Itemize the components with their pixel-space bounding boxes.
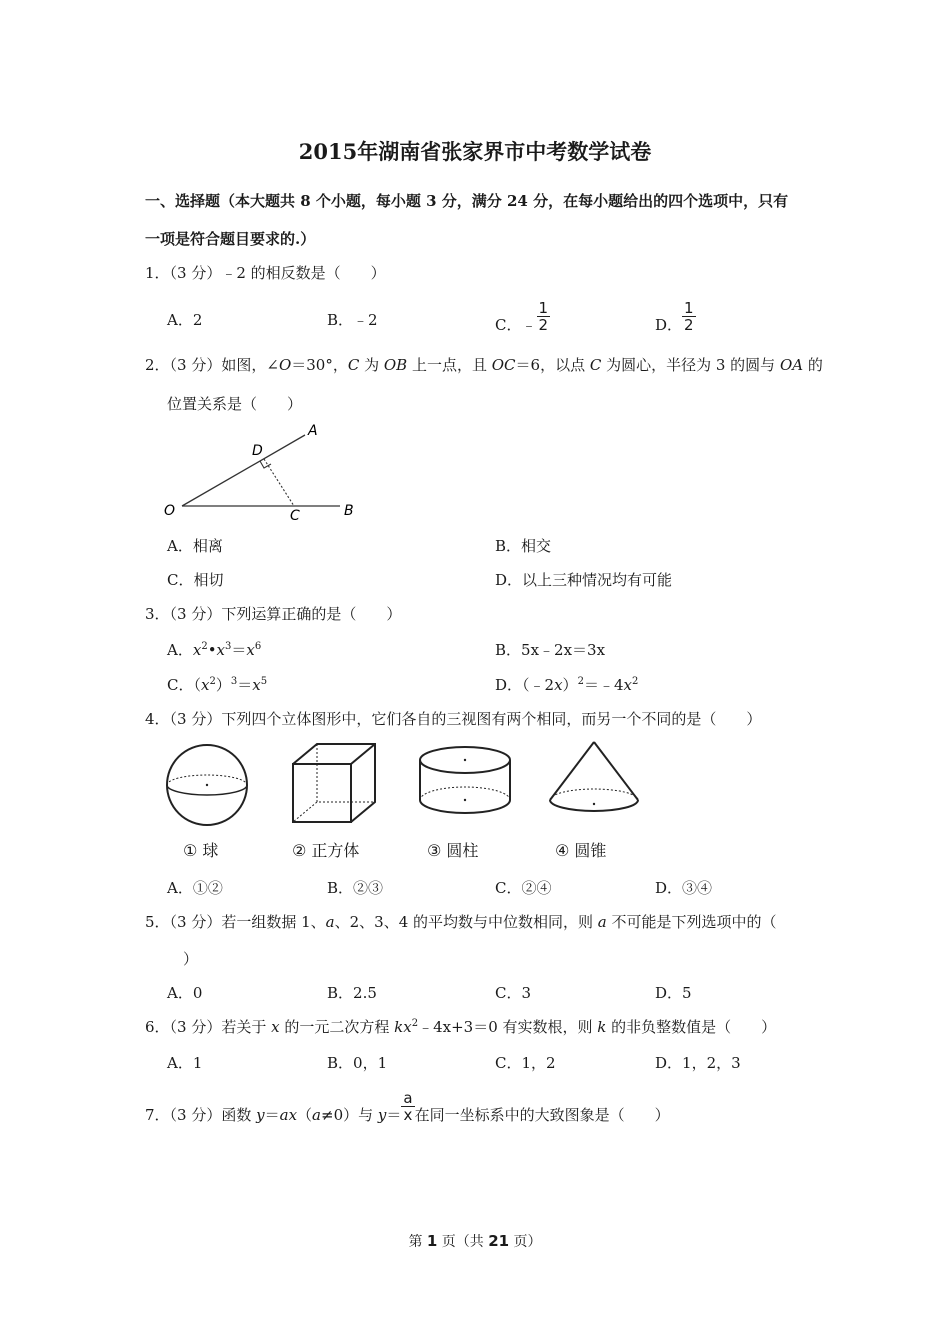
q2-figure (160, 415, 370, 525)
page-total: 21 (488, 1232, 510, 1250)
q6-option-d: D．1，2，3 (655, 1054, 741, 1072)
page-title: 2015年湖南省张家界市中考数学试卷 (298, 139, 652, 164)
page-footer (0, 1231, 950, 1251)
q5-text: 5．（3 分）若一组数据 1、 (145, 913, 326, 931)
cone-shape (550, 742, 638, 811)
q4-option-c: C．②④ (495, 879, 552, 897)
shape-label-cone: ④ 圆锥 (555, 841, 607, 860)
footer-text: 页） (509, 1234, 542, 1250)
fraction-numerator: a (403, 1089, 413, 1107)
label-o: O (164, 503, 176, 519)
q1-option-c-label: C． (495, 315, 522, 334)
q1-option-d (655, 300, 696, 333)
q2-text: 为 (359, 356, 384, 374)
q2-text: 为圆心，半径为 3 的圆与 (601, 356, 780, 374)
q7-text: 在同一坐标系中的大致图象是（ ） (414, 1105, 670, 1124)
shape-label-cube: ② 正方体 (292, 841, 360, 860)
question-5 (145, 911, 777, 932)
q3-option-c: C．$(x^2)^3=x^5$ (167, 676, 268, 694)
q2-option-c: C．相切 (167, 571, 224, 589)
q1-option-c (495, 300, 550, 333)
label-c: C (290, 508, 300, 524)
q6-text: 的一元二次方程 (279, 1018, 395, 1036)
label-a: A (308, 423, 318, 439)
q7-fraction (401, 1090, 414, 1123)
q1-option-d-label: D． (655, 315, 683, 334)
q4-option-b: B．②③ (327, 879, 384, 897)
q2-text: 的 (803, 356, 823, 374)
q5-option-d: D．5 (655, 984, 692, 1002)
q2-var-ob: OB (383, 356, 408, 374)
q2-var-oa: OA (779, 356, 804, 374)
cube-shape (293, 744, 375, 822)
fraction-numerator: 1 (538, 299, 549, 317)
question-1: 1．（3 分）﹣2 的相反数是（ ） (145, 264, 386, 282)
q6-text: ﹣4x+3＝0 有实数根，则 (418, 1018, 598, 1036)
option-label: C． (167, 676, 194, 694)
option-label: D． (495, 676, 523, 694)
q7-text: ＝ (386, 1105, 402, 1124)
q6-option-c: C．1，2 (495, 1054, 556, 1072)
q6-var-k: k (597, 1018, 607, 1036)
q3-option-b: B．5x﹣2x＝3x (495, 641, 606, 659)
q5-option-c: C．3 (495, 984, 532, 1002)
question-4: 4．（3 分）下列四个立体图形中，它们各自的三视图有两个相同，而另一个不同的是（ ） (145, 710, 762, 728)
fraction-denominator: 2 (684, 316, 694, 334)
sphere-shape (167, 745, 247, 825)
q2-option-d: D．以上三种情况均有可能 (495, 571, 673, 589)
q5-option-b: B．2.5 (327, 984, 377, 1002)
cylinder-shape (420, 747, 510, 813)
page-number: 1 (426, 1232, 438, 1250)
q5-var-a: a (325, 913, 335, 931)
q2-text: ＝30°， (291, 356, 348, 374)
q6-text: 6．（3 分）若关于 (145, 1018, 272, 1036)
q4-option-a: A．①② (167, 879, 223, 897)
q2-text: 上一点，且 (407, 356, 492, 374)
q1-option-c-sign: ﹣ (521, 315, 537, 334)
question-2-cont: 位置关系是（ ） (167, 395, 303, 413)
q1-option-b: B．﹣2 (327, 311, 378, 329)
question-7: 7．（3 分）函数 y＝ax（a≠0）与 y＝ $\frac{a}{x}$ 在同一坐标系中的大致图象是（ ） (145, 1089, 670, 1124)
label-d: D (252, 443, 263, 459)
section-heading-cont: 一项是符合题目要求的.） (145, 230, 316, 248)
label-b: B (344, 503, 354, 519)
ray-oa (182, 435, 305, 506)
q2-var-c: C (347, 356, 360, 374)
q3-option-d: D．$(﹣2x)^2=﹣4x^2$ (495, 676, 639, 694)
q3-option-a: A．$x^2•x^3=x^6$ (167, 641, 262, 659)
q2-var-c: C (589, 356, 602, 374)
q2-option-b: B．相交 (495, 537, 552, 555)
q7-text: ≠0）与 (321, 1105, 378, 1124)
q6-var-x: x (271, 1018, 280, 1036)
shape-label-sphere: ① 球 (183, 841, 219, 860)
q6-option-a: A．1 (167, 1054, 203, 1072)
fraction-denominator: 2 (538, 316, 549, 334)
question-3: 3．（3 分）下列运算正确的是（ ） (145, 605, 402, 623)
question-6: 6．（3 分）若关于 x 的一元二次方程 $kx^2﹣4x+3=0$ 有实数根，则 k 的非负整数值是（ ） (145, 1018, 777, 1036)
section-heading: 一、选择题（本大题共 8 个小题，每小题 3 分，满分 24 分，在每小题给出的四个选项中，只有 (145, 192, 789, 210)
q2-var-oc: OC (491, 356, 516, 374)
footer-text: 页（共 (437, 1234, 489, 1250)
q6-text: 的非负整数值是（ ） (606, 1018, 777, 1036)
q5-var-a: a (597, 913, 607, 931)
q2-var-o: O (278, 356, 292, 374)
question-2 (145, 354, 823, 375)
q4-option-d: D．③④ (655, 879, 713, 897)
q1-option-c-fraction (537, 300, 551, 333)
q7-text: （ (297, 1105, 313, 1124)
q5-text: 、2、3、4 的平均数与中位数相同，则 (334, 913, 598, 931)
q4-figure (160, 738, 660, 828)
shape-label-cylinder: ③ 圆柱 (427, 841, 479, 860)
question-5-cont: ） (183, 950, 199, 968)
q5-text: 不可能是下列选项中的（ (606, 913, 777, 931)
fraction-numerator: 1 (684, 299, 694, 317)
q2-text: 2．（3 分）如图，∠ (145, 356, 279, 374)
q2-text: ＝6，以点 (515, 356, 590, 374)
q5-option-a: A．0 (167, 984, 203, 1002)
q2-option-a: A．相离 (167, 537, 223, 555)
footer-text: 第 (408, 1234, 427, 1250)
q7-text: 7．（3 分）函数 (145, 1105, 257, 1124)
q1-option-d-fraction (682, 300, 696, 333)
q1-option-a: A．2 (167, 311, 203, 329)
fraction-denominator: x (403, 1106, 413, 1124)
q6-option-b: B．0，1 (327, 1054, 388, 1072)
option-label: A． (167, 641, 193, 659)
